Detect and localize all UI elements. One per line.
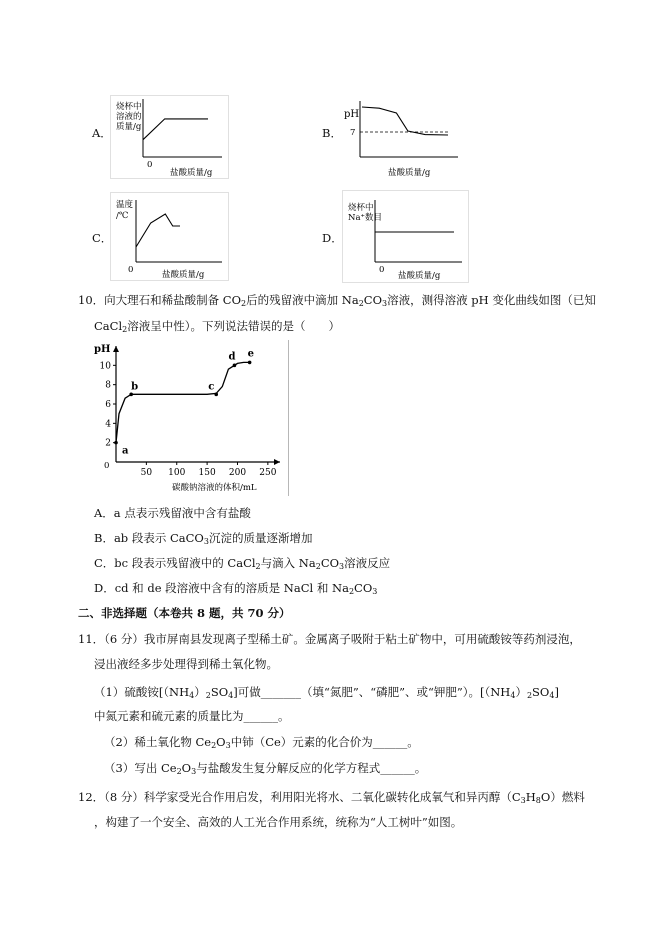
q11-sub: 2 bbox=[526, 691, 533, 700]
q12-text: H bbox=[525, 790, 536, 804]
q10-point-label-a: a bbox=[122, 445, 129, 457]
q11-sub: 3 bbox=[191, 767, 197, 776]
q11-sub: 2 bbox=[211, 741, 217, 750]
q10-x-tick-label: 250 bbox=[259, 468, 277, 478]
q10-stem-1a: 向大理石和稀盐酸制备 CO bbox=[104, 293, 242, 307]
q10-option-b bbox=[94, 530, 312, 546]
q10-stem-2a: CaCl bbox=[94, 319, 123, 333]
q10-opt-c-text: 溶液反应 bbox=[344, 556, 391, 570]
q10-sub: 2 bbox=[255, 562, 261, 571]
q11-sub: 2 bbox=[176, 767, 182, 776]
option-c-ylabel-2: /℃ bbox=[116, 211, 129, 221]
option-d-chart bbox=[342, 190, 470, 284]
q10-xlabel: 碳酸钠溶液的体积/mL bbox=[172, 483, 257, 493]
option-d-origin: 0 bbox=[379, 265, 385, 275]
option-c-curve bbox=[136, 214, 180, 247]
q10-sub: 3 bbox=[372, 587, 378, 596]
option-b-xlabel: 盐酸质量/g bbox=[388, 168, 431, 178]
option-b-label: B． bbox=[322, 126, 342, 140]
q11-p2-text: 中铈（Ce）元素的化合价为______。 bbox=[230, 735, 419, 749]
option-b-ylabel: pH bbox=[344, 109, 360, 120]
q10-opt-c-text: CO bbox=[320, 556, 340, 570]
q10-sub: 2 bbox=[122, 325, 128, 334]
q10-y-tick-label: 10 bbox=[99, 361, 111, 372]
q11-p1-text: SO bbox=[532, 685, 550, 699]
q10-opt-b-text: B．ab 段表示 CaCO bbox=[94, 531, 204, 545]
option-a-xlabel: 盐酸质量/g bbox=[170, 168, 213, 178]
q10-sub: 3 bbox=[203, 537, 209, 546]
q10-ylabel: pH bbox=[94, 344, 111, 355]
q10-point-d bbox=[233, 364, 237, 368]
q11-p1-text: ] bbox=[554, 685, 559, 699]
q11-sub: 4 bbox=[228, 691, 234, 700]
option-c-xlabel: 盐酸质量/g bbox=[162, 270, 205, 280]
q11-sub: 2 bbox=[205, 691, 211, 700]
q10-point-label-d: d bbox=[228, 351, 236, 363]
q10-stem-1c: CO bbox=[363, 293, 383, 307]
q11-number: 11． bbox=[78, 632, 105, 646]
q10-opt-c-text: C．bc 段表示残留液中的 CaCl bbox=[94, 556, 256, 570]
q11-line2: 浸出液经多步处理得到稀土氧化物。 bbox=[94, 657, 278, 671]
q10-y-tick-label: 8 bbox=[105, 380, 111, 391]
q10-x-tick-label: 200 bbox=[228, 468, 247, 478]
q11-p3-text: 与盐酸发生复分解反应的化学方程式______。 bbox=[196, 761, 427, 775]
option-b-ref-label: 7 bbox=[350, 128, 356, 138]
q11-part1-line2: 中氮元素和硫元素的质量比为______。 bbox=[94, 709, 290, 723]
q10-stem-line2 bbox=[94, 318, 340, 334]
q12-line1 bbox=[78, 789, 585, 805]
q10-option-a: A．a 点表示残留液中含有盐酸 bbox=[94, 506, 251, 520]
q10-stem-line1 bbox=[78, 292, 596, 308]
q10-sub: 2 bbox=[348, 587, 355, 596]
q10-point-label-c: c bbox=[208, 381, 215, 393]
option-b-curve bbox=[362, 107, 448, 135]
option-a-ylabel-3: 质量/g bbox=[116, 122, 142, 132]
option-d-label: D． bbox=[322, 231, 343, 245]
q10-stem-1d: 溶液，测得溶液 pH 变化曲线如图（已知 bbox=[387, 293, 596, 307]
q11-line1 bbox=[78, 631, 581, 647]
q11-p2-text: O bbox=[216, 735, 226, 749]
q12-number: 12． bbox=[78, 790, 105, 804]
option-a-ylabel-1: 烧杯中 bbox=[116, 102, 142, 112]
q10-sub: 3 bbox=[382, 299, 388, 308]
q10-opt-d-text: CO bbox=[354, 581, 373, 595]
q12-text: （8 分）科学家受光合作用启发，利用阳光将水、二氧化碳转化成氧气和异丙醇（C bbox=[104, 790, 521, 804]
option-c-chart bbox=[110, 192, 230, 282]
q10-stem-2b: 溶液呈中性）。下列说法错误的是（ ） bbox=[127, 319, 340, 333]
option-a-curve bbox=[143, 119, 208, 140]
q10-sub: 2 bbox=[358, 299, 364, 308]
q10-y-arrow bbox=[113, 346, 119, 352]
section-heading: 二、非选择题（本卷共 8 题，共 70 分） bbox=[78, 606, 291, 620]
q10-opt-c-text: 与滴入 Na bbox=[260, 556, 316, 570]
q10-stem-1b: 后的残留液中滴加 Na bbox=[246, 293, 359, 307]
q10-sub: 2 bbox=[241, 299, 247, 308]
q10-x-arrow bbox=[274, 459, 280, 465]
q11-p1-text: ） bbox=[515, 685, 527, 699]
option-b-chart bbox=[340, 95, 465, 180]
q11-sub: 4 bbox=[189, 691, 195, 700]
q12-line2: ，构建了一个安全、高效的人工光合作用系统，统称为“人工树叶”如图。 bbox=[94, 815, 463, 829]
q11-text: （6 分）我市屏南县发现离子型稀土矿。金属离子吸附于粘土矿物中，可用硫酸铵等药剂浸泡， bbox=[104, 632, 581, 646]
q10-y-tick-label: 2 bbox=[105, 438, 111, 449]
q10-ph-chart bbox=[88, 340, 290, 496]
option-d-ylabel-2: Na⁺数目 bbox=[348, 213, 382, 223]
q10-point-label-b: b bbox=[131, 381, 139, 393]
q12-text: O）燃料 bbox=[540, 790, 585, 804]
option-c-ylabel-1: 温度 bbox=[116, 200, 134, 210]
q11-part1 bbox=[94, 684, 559, 700]
option-c-origin: 0 bbox=[128, 265, 134, 275]
q11-p3-text: O bbox=[181, 761, 192, 775]
q10-ph-curve bbox=[116, 362, 250, 442]
option-a-origin: 0 bbox=[147, 160, 153, 170]
option-a-label: A． bbox=[92, 126, 112, 140]
q12-sub: 3 bbox=[520, 796, 526, 805]
q11-sub: 4 bbox=[549, 691, 555, 700]
q10-point-b bbox=[129, 393, 133, 397]
q10-option-d bbox=[94, 580, 377, 596]
q12-sub: 8 bbox=[535, 796, 541, 805]
q11-sub: 4 bbox=[510, 691, 516, 700]
option-d-xlabel: 盐酸质量/g bbox=[398, 271, 441, 281]
option-a-ylabel-2: 溶液的 bbox=[116, 112, 142, 122]
q11-part3 bbox=[104, 760, 426, 776]
q10-sub: 2 bbox=[315, 562, 321, 571]
q10-x-tick-label: 100 bbox=[168, 468, 186, 478]
q10-point-c bbox=[214, 393, 218, 397]
q11-p1-text: SO bbox=[210, 685, 229, 699]
q11-p1-text: ） bbox=[194, 685, 206, 699]
q10-origin: 0 bbox=[104, 461, 110, 471]
option-c-label: C． bbox=[92, 231, 113, 245]
q11-p3-text: （3）写出 Ce bbox=[104, 761, 177, 775]
q10-opt-b-text: 沉淀的质量逐渐增加 bbox=[208, 531, 313, 545]
option-d-ylabel-1: 烧杯中 bbox=[348, 203, 374, 213]
q10-option-c bbox=[94, 555, 390, 571]
q11-p2-text: （2）稀土氧化物 Ce bbox=[104, 735, 212, 749]
q11-sub: 3 bbox=[225, 741, 231, 750]
q10-y-tick-label: 6 bbox=[105, 400, 111, 410]
q10-point-label-e: e bbox=[247, 348, 255, 360]
q10-opt-d-text: D．cd 和 de 段溶液中含有的溶质是 NaCl 和 Na bbox=[94, 581, 349, 595]
q10-y-tick-label: 4 bbox=[105, 419, 111, 430]
q10-x-tick-label: 50 bbox=[140, 468, 153, 478]
q10-point-a bbox=[114, 441, 118, 445]
q11-p1-text: ]可做_______（填“氮肥”、“磷肥”、或“钾肥”）。[（NH bbox=[233, 685, 511, 699]
option-a-chart bbox=[110, 95, 230, 180]
q11-part2 bbox=[104, 734, 419, 750]
q10-x-tick-label: 150 bbox=[198, 468, 216, 478]
q10-sub: 3 bbox=[339, 562, 345, 571]
q10-point-e bbox=[248, 361, 252, 365]
q11-p1-text: （1）硫酸铵[（NH bbox=[94, 685, 190, 699]
q10-number: 10． bbox=[78, 293, 105, 307]
